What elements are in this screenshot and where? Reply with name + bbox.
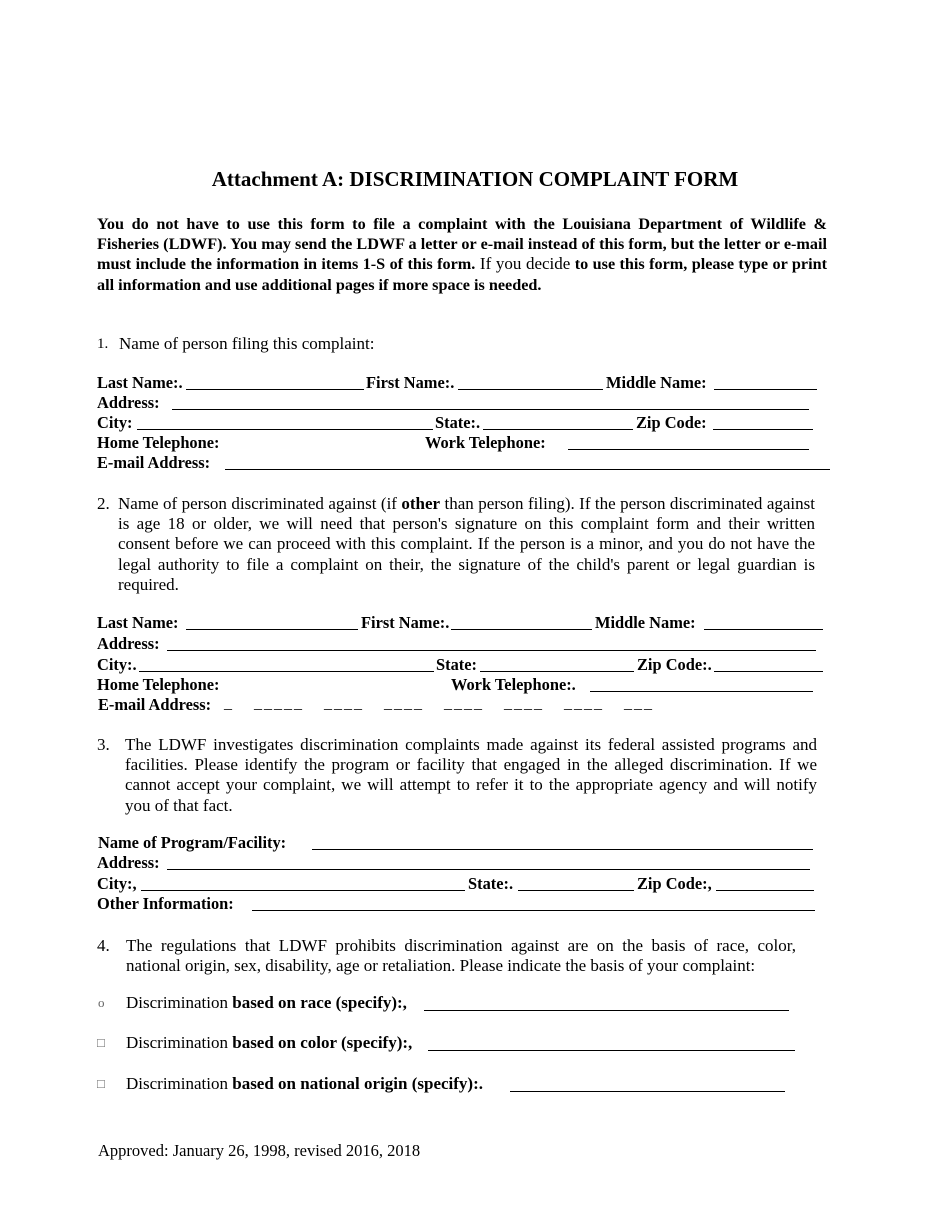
section-2-text-c: than person filing). If the person discriminated against is age 18 or older, we will need that person's signature on this complaint form and their written consent before we can proceed with this complaint. If the person is a minor, and you do not have the legal authority to file a complaint on their, the signature of the child's parent or legal guardian is required. bbox=[118, 494, 815, 594]
approval-footer: Approved: January 26, 1998, revised 2016, 2018 bbox=[98, 1141, 421, 1160]
option-color bbox=[126, 1033, 412, 1053]
section-4-text: The regulations that LDWF prohibits discrimination against are on the basis of race, color, national origin, sex, disability, age or retaliation. Please indicate the basis of your complaint: bbox=[126, 936, 796, 976]
s3-address-label: Address: bbox=[97, 853, 160, 872]
s2-first-name-field[interactable] bbox=[451, 629, 592, 630]
option-national-origin bbox=[126, 1074, 483, 1094]
option-race-label: based on race (specify):, bbox=[232, 993, 407, 1012]
s3-other-field[interactable] bbox=[252, 910, 815, 911]
s1-middle-name-field[interactable] bbox=[714, 389, 817, 390]
s1-address-field[interactable] bbox=[172, 409, 809, 410]
section-1-text: Name of person filing this complaint: bbox=[119, 334, 375, 353]
s3-city-field[interactable] bbox=[141, 890, 465, 891]
s3-address-field[interactable] bbox=[167, 869, 810, 870]
s1-state-label: State:. bbox=[435, 413, 481, 432]
s1-first-name-field[interactable] bbox=[458, 389, 603, 390]
s2-state-field[interactable] bbox=[480, 671, 634, 672]
section-4-number: 4. bbox=[97, 936, 110, 955]
s1-city-field[interactable] bbox=[137, 429, 433, 430]
s2-address-label: Address: bbox=[97, 634, 160, 653]
s2-last-name-field[interactable] bbox=[186, 629, 358, 630]
s2-last-name-label: Last Name: bbox=[97, 613, 179, 632]
section-2-number: 2. bbox=[97, 494, 110, 513]
s1-email-label: E-mail Address: bbox=[97, 453, 211, 472]
section-3-text: The LDWF investigates discrimination complaints made against its federal assisted programs and facilities. Please identify the program or facility that engaged in the alleged discrimination. If we cannot accept your complaint, we will attempt to refer it to the appropriate agency and will notify you of that fact. bbox=[125, 735, 817, 815]
s2-work-phone-field[interactable] bbox=[590, 691, 813, 692]
s2-email-field[interactable]: _ _____ ____ ____ ____ ____ ____ ___ bbox=[224, 695, 654, 712]
s1-first-name-label: First Name:. bbox=[366, 373, 455, 392]
s3-other-label: Other Information: bbox=[97, 894, 234, 913]
option-national-origin-label: based on national origin (specify):. bbox=[232, 1074, 484, 1093]
s1-work-phone-label: Work Telephone: bbox=[425, 433, 546, 452]
s1-address-label: Address: bbox=[97, 393, 160, 412]
s1-last-name-label: Last Name:. bbox=[97, 373, 183, 392]
s2-city-field[interactable] bbox=[139, 671, 434, 672]
s2-zip-label: Zip Code:. bbox=[637, 655, 712, 674]
s3-program-field[interactable] bbox=[312, 849, 813, 850]
section-2-text bbox=[118, 494, 815, 595]
page-title: Attachment A: DISCRIMINATION COMPLAINT FORM bbox=[211, 167, 739, 191]
intro-normal: If you decide bbox=[475, 254, 571, 274]
section-1-number: 1. bbox=[97, 336, 109, 352]
color-specify-field[interactable] bbox=[428, 1050, 795, 1051]
s2-work-phone-label: Work Telephone:. bbox=[451, 675, 576, 694]
s2-city-label: City:. bbox=[97, 655, 137, 674]
national-origin-checkbox-icon[interactable]: □ bbox=[97, 1076, 105, 1091]
s2-home-phone-label: Home Telephone: bbox=[97, 675, 220, 694]
national-origin-specify-field[interactable] bbox=[510, 1091, 785, 1092]
section-3-number: 3. bbox=[97, 735, 110, 754]
s2-zip-field[interactable] bbox=[714, 671, 823, 672]
s2-state-label: State: bbox=[436, 655, 477, 674]
s3-program-label: Name of Program/Facility: bbox=[98, 833, 287, 852]
section-2-text-a: Name of person discriminated against (if bbox=[118, 494, 402, 513]
s1-email-field[interactable] bbox=[225, 469, 830, 470]
option-race bbox=[126, 993, 407, 1013]
intro-paragraph bbox=[97, 214, 827, 295]
s3-state-label: State:. bbox=[468, 874, 514, 893]
s3-zip-field[interactable] bbox=[716, 890, 814, 891]
s2-middle-name-label: Middle Name: bbox=[595, 613, 696, 632]
s2-middle-name-field[interactable] bbox=[704, 629, 823, 630]
option-color-label: based on color (specify):, bbox=[232, 1033, 413, 1052]
s1-last-name-field[interactable] bbox=[186, 389, 364, 390]
s2-address-field[interactable] bbox=[167, 650, 816, 651]
s1-middle-name-label: Middle Name: bbox=[606, 373, 707, 392]
s1-zip-label: Zip Code: bbox=[636, 413, 707, 432]
option-color-prefix: Discrimination bbox=[126, 1033, 228, 1052]
s1-home-phone-label: Home Telephone: bbox=[97, 433, 220, 452]
s1-work-phone-field[interactable] bbox=[568, 449, 809, 450]
s3-zip-label: Zip Code:, bbox=[637, 874, 712, 893]
color-checkbox-icon[interactable]: □ bbox=[97, 1035, 105, 1050]
race-radio-icon[interactable]: o bbox=[98, 995, 105, 1010]
race-specify-field[interactable] bbox=[424, 1010, 789, 1011]
s3-state-field[interactable] bbox=[518, 890, 634, 891]
s1-zip-field[interactable] bbox=[713, 429, 813, 430]
s2-first-name-label: First Name:. bbox=[361, 613, 450, 632]
s2-email-label: E-mail Address: bbox=[98, 695, 212, 714]
option-race-prefix: Discrimination bbox=[126, 993, 228, 1012]
s1-city-label: City: bbox=[97, 413, 133, 432]
intro-bold: You do not have to use this form to file a complaint with the Louisiana Department of Wildlife & Fisheries (LDWF). You may send the LDWF a letter or e-mail instead of this form, but the letter or e-mail must include the information in items 1-S of this form. bbox=[97, 215, 827, 274]
section-2-text-b: other bbox=[401, 494, 441, 513]
s3-city-label: City:, bbox=[97, 874, 137, 893]
intro-bold-tail: to use this form, please type or print all information and use additional pages if more space is needed. bbox=[97, 255, 827, 294]
s1-state-field[interactable] bbox=[483, 429, 633, 430]
option-national-origin-prefix: Discrimination bbox=[126, 1074, 228, 1093]
